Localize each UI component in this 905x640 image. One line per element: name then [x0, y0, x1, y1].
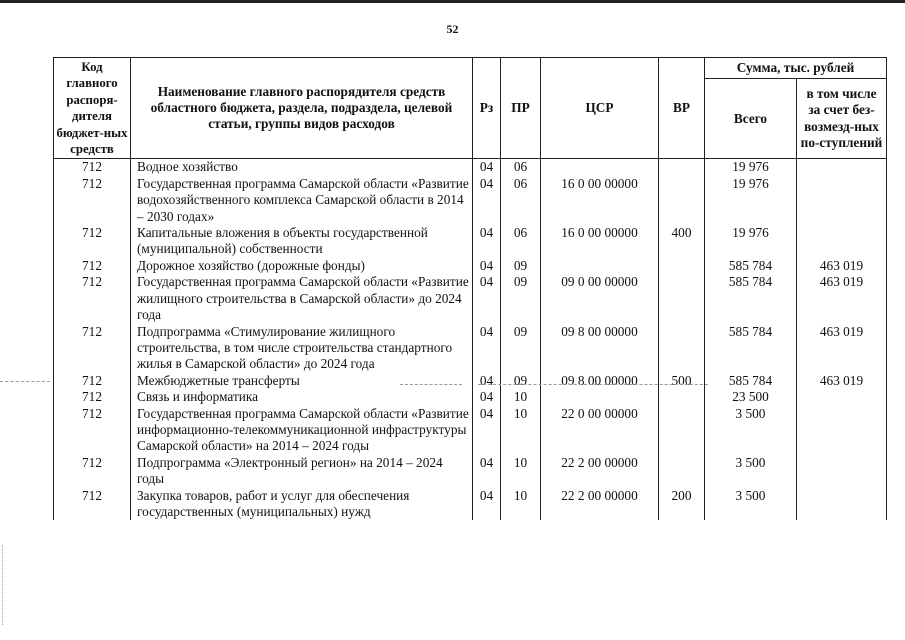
- table-body: [54, 159, 887, 520]
- header-total: Всего: [705, 79, 797, 159]
- table-row: [54, 258, 887, 274]
- cell-pr: 10: [501, 488, 541, 521]
- cell-rz: 04: [473, 159, 501, 176]
- cell-vr: [659, 258, 705, 274]
- cell-total: 19 976: [705, 176, 797, 225]
- cell-vr: [659, 455, 705, 488]
- cell-csr: 16 0 00 00000: [541, 176, 659, 225]
- cell-name: Государственная программа Самарской области «Развитие информационно-телекоммуникационной инфраструктуры Самарской области» на 2014 – 2024 годы: [131, 406, 473, 455]
- table-row: [54, 159, 887, 176]
- cell-pr: 10: [501, 455, 541, 488]
- cell-free: [797, 488, 887, 521]
- cell-pr: 09: [501, 324, 541, 373]
- cell-free: 463 019: [797, 258, 887, 274]
- header-sum: Сумма, тыс. рублей: [705, 58, 887, 79]
- cell-pr: 09: [501, 258, 541, 274]
- cell-vr: 200: [659, 488, 705, 521]
- cell-code: 712: [54, 389, 131, 405]
- cell-name: Межбюджетные трансферты: [131, 373, 473, 389]
- cell-total: 3 500: [705, 406, 797, 455]
- cell-code: 712: [54, 373, 131, 389]
- cell-vr: [659, 324, 705, 373]
- cell-total: 585 784: [705, 258, 797, 274]
- scan-artifact-line: [400, 384, 462, 386]
- cell-code: 712: [54, 455, 131, 488]
- cell-code: 712: [54, 488, 131, 521]
- cell-csr: 09 0 00 00000: [541, 274, 659, 323]
- cell-rz: 04: [473, 406, 501, 455]
- cell-rz: 04: [473, 324, 501, 373]
- header-free: в том числе за счет без-возмезд-ных по-ступлений: [797, 79, 887, 159]
- cell-name: Подпрограмма «Стимулирование жилищного строительства, в том числе строительства стандартного жилья в Самарской области» до 2024 года: [131, 324, 473, 373]
- cell-csr: 09 8 00 00000: [541, 373, 659, 389]
- cell-total: 3 500: [705, 455, 797, 488]
- table-row: [54, 406, 887, 455]
- cell-code: 712: [54, 176, 131, 225]
- cell-rz: 04: [473, 176, 501, 225]
- cell-code: 712: [54, 406, 131, 455]
- header-csr: ЦСР: [541, 58, 659, 159]
- cell-csr: 22 0 00 00000: [541, 406, 659, 455]
- table-row: [54, 274, 887, 323]
- cell-code: 712: [54, 225, 131, 258]
- cell-name: Государственная программа Самарской области «Развитие жилищного строительства в Самарской области» до 2024 года: [131, 274, 473, 323]
- table-row: [54, 389, 887, 405]
- table-row: [54, 225, 887, 258]
- page-number: 52: [446, 22, 459, 36]
- header-name: Наименование главного распорядителя средств областного бюджета, раздела, подраздела, целевой статьи, группы видов расходов: [131, 58, 473, 159]
- cell-name: Подпрограмма «Электронный регион» на 2014 – 2024 годы: [131, 455, 473, 488]
- table-row: [54, 455, 887, 488]
- cell-rz: 04: [473, 274, 501, 323]
- cell-vr: [659, 176, 705, 225]
- cell-vr: 500: [659, 373, 705, 389]
- cell-name: Государственная программа Самарской области «Развитие водохозяйственного комплекса Самарской области в 2014 – 2030 годах»: [131, 176, 473, 225]
- cell-total: 585 784: [705, 324, 797, 373]
- cell-name: Водное хозяйство: [131, 159, 473, 176]
- scan-artifact-line: [0, 381, 50, 383]
- cell-rz: 04: [473, 488, 501, 521]
- cell-vr: [659, 389, 705, 405]
- cell-vr: [659, 274, 705, 323]
- cell-name: Дорожное хозяйство (дорожные фонды): [131, 258, 473, 274]
- cell-pr: 06: [501, 159, 541, 176]
- cell-rz: 04: [473, 225, 501, 258]
- cell-vr: [659, 406, 705, 455]
- cell-code: 712: [54, 159, 131, 176]
- cell-rz: 04: [473, 258, 501, 274]
- scan-artifact-line: [478, 384, 708, 386]
- cell-vr: [659, 159, 705, 176]
- cell-csr: 16 0 00 00000: [541, 225, 659, 258]
- cell-name: Связь и информатика: [131, 389, 473, 405]
- table-row: [54, 373, 887, 389]
- cell-total: 19 976: [705, 159, 797, 176]
- cell-code: 712: [54, 274, 131, 323]
- cell-pr: 10: [501, 389, 541, 405]
- cell-free: [797, 406, 887, 455]
- cell-total: 23 500: [705, 389, 797, 405]
- cell-pr: 06: [501, 176, 541, 225]
- cell-vr: 400: [659, 225, 705, 258]
- scan-artifact-dots: [2, 545, 4, 625]
- cell-csr: 22 2 00 00000: [541, 455, 659, 488]
- cell-pr: 10: [501, 406, 541, 455]
- header-pr: ПР: [501, 58, 541, 159]
- top-border-line: [0, 0, 905, 3]
- cell-total: 19 976: [705, 225, 797, 258]
- cell-free: [797, 176, 887, 225]
- cell-total: 585 784: [705, 373, 797, 389]
- cell-name: Капитальные вложения в объекты государственной (муниципальной) собственности: [131, 225, 473, 258]
- cell-total: 3 500: [705, 488, 797, 521]
- cell-total: 585 784: [705, 274, 797, 323]
- cell-rz: 04: [473, 455, 501, 488]
- cell-code: 712: [54, 324, 131, 373]
- cell-rz: 04: [473, 373, 501, 389]
- cell-free: [797, 225, 887, 258]
- header-vr: ВР: [659, 58, 705, 159]
- cell-free: [797, 389, 887, 405]
- cell-pr: 09: [501, 274, 541, 323]
- budget-table: [53, 57, 887, 520]
- cell-free: [797, 455, 887, 488]
- header-code: Код главного распоря-дителя бюджет-ных средств: [54, 58, 131, 159]
- cell-free: 463 019: [797, 274, 887, 323]
- cell-csr: 22 2 00 00000: [541, 488, 659, 521]
- cell-free: 463 019: [797, 324, 887, 373]
- table-row: [54, 176, 887, 225]
- cell-free: [797, 159, 887, 176]
- cell-rz: 04: [473, 389, 501, 405]
- cell-pr: 09: [501, 373, 541, 389]
- cell-name: Закупка товаров, работ и услуг для обеспечения государственных (муниципальных) нужд: [131, 488, 473, 521]
- cell-free: 463 019: [797, 373, 887, 389]
- cell-csr: 09 8 00 00000: [541, 324, 659, 373]
- table-row: [54, 488, 887, 521]
- table-row: [54, 324, 887, 373]
- cell-csr: [541, 389, 659, 405]
- cell-csr: [541, 159, 659, 176]
- cell-code: 712: [54, 258, 131, 274]
- cell-csr: [541, 258, 659, 274]
- cell-pr: 06: [501, 225, 541, 258]
- header-rz: Рз: [473, 58, 501, 159]
